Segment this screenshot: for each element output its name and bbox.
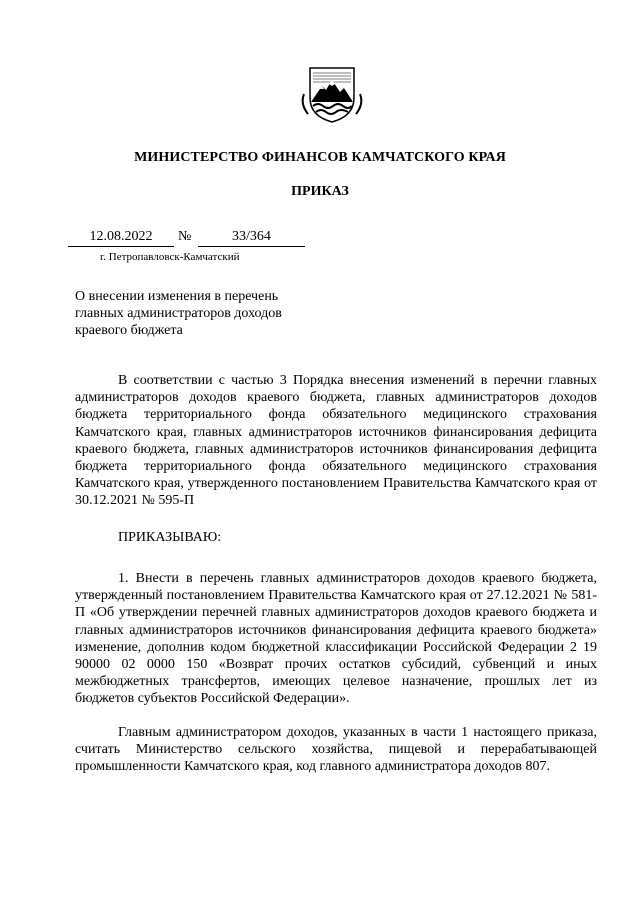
preamble-paragraph: В соответствии с частью 3 Порядка внесения изменений в перечни главных администраторов доходов краевого бюджета, главных администраторов доходов бюджета территориального фонда обязательного медицинского страхования Камчатского края, главных администраторов источников финансирования дефицита краевого бюджета, главных администраторов источников финансирования дефицита бюджета территориального фонда обязательного медицинского страхования Камчатского края, утвержденного постановлением Правительства Камчатского края от 30.12.2021 № 595-П: [75, 373, 597, 509]
item-1-paragraph: 1. Внести в перечень главных администраторов доходов краевого бюджета, утвержденный постановлением Правительства Камчатского края от 27.12.2021 № 581-П «Об утверждении перечней главных администраторов доходов краевого бюджета и главных администраторов источников финансирования дефицита краевого бюджета» изменение, дополнив кодом бюджетной классификации Российской Федерации 2 19 90000 02 0000 150 «Возврат прочих остатков субсидий, субвенций и иных межбюджетных трансфертов, имеющих целевое назначение, прошлых лет из бюджетов субъектов Российской Федерации».: [75, 571, 597, 707]
order-subject: О внесении изменения в перечень главных администраторов доходов краевого бюджета: [75, 289, 282, 338]
city-label: г. Петропавловск-Камчатский: [100, 251, 240, 263]
item-1-continuation-paragraph: Главным администратором доходов, указанных в части 1 настоящего приказа, считать Министерство сельского хозяйства, пищевой и перерабатывающей промышленности Камчатского края, код главного администратора доходов 807.: [75, 725, 597, 775]
registration-line: [68, 229, 305, 249]
order-date: 12.08.2022: [68, 229, 174, 247]
order-number: 33/364: [198, 229, 305, 247]
ministry-heading: МИНИСТЕРСТВО ФИНАНСОВ КАМЧАТСКОГО КРАЯ: [134, 150, 506, 165]
number-sign: №: [178, 229, 192, 244]
document-type-heading: ПРИКАЗ: [291, 184, 349, 199]
coat-of-arms-icon: [296, 64, 368, 124]
order-keyword: ПРИКАЗЫВАЮ:: [118, 530, 222, 545]
